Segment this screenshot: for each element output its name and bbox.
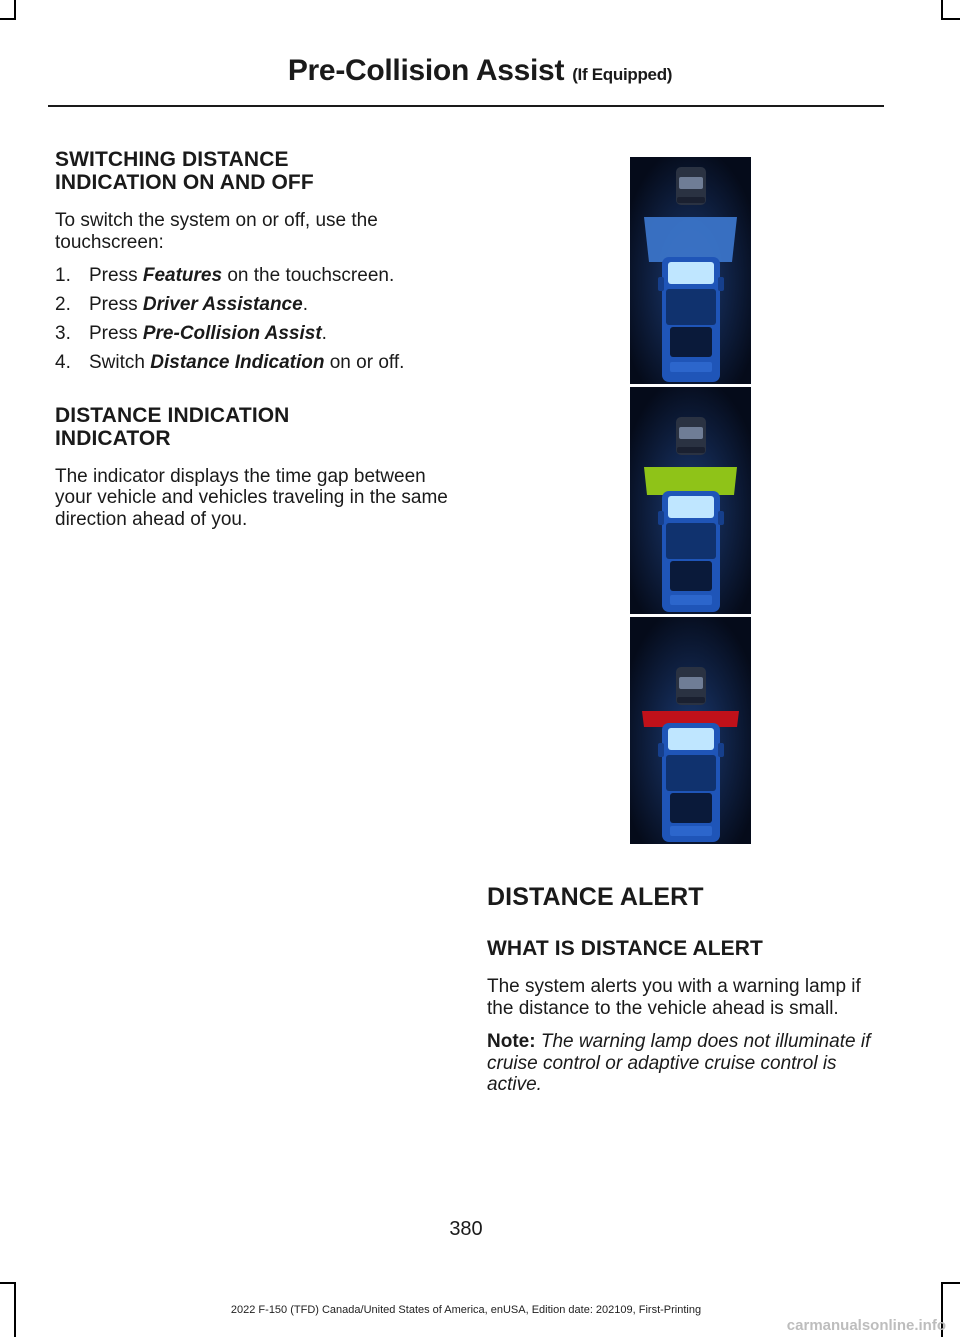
crop-mark bbox=[0, 18, 16, 20]
ui-term: Driver Assistance bbox=[142, 294, 303, 315]
distance-indicator-band bbox=[644, 467, 737, 495]
crop-mark bbox=[14, 0, 16, 20]
note-label: Note: bbox=[487, 1031, 536, 1052]
distance-illustration-close bbox=[630, 617, 751, 844]
ui-term: Features bbox=[142, 265, 223, 286]
section-heading-indicator: DISTANCE INDICATION INDICATOR bbox=[55, 403, 290, 450]
crop-mark bbox=[941, 18, 960, 20]
right-column bbox=[487, 883, 887, 1108]
distance-illustration-medium bbox=[630, 387, 751, 614]
own-vehicle-icon bbox=[658, 257, 724, 382]
section-heading-switching: SWITCHING DISTANCE INDICATION ON AND OFF bbox=[55, 148, 314, 194]
crop-mark bbox=[941, 1282, 960, 1284]
distance-illustration-far bbox=[630, 157, 751, 384]
page-header bbox=[0, 54, 960, 88]
header-divider bbox=[48, 105, 884, 107]
page-number: 380 bbox=[449, 1218, 483, 1240]
note-text: The warning lamp does not illuminate if cruise control or adaptive cruise control is active. bbox=[487, 1031, 871, 1095]
note bbox=[487, 1031, 887, 1096]
left-column bbox=[55, 148, 450, 542]
lead-vehicle-icon bbox=[676, 667, 706, 705]
ui-term: Distance Indication bbox=[150, 352, 325, 373]
crop-mark bbox=[941, 0, 943, 20]
watermark: carmanualsonline.info bbox=[786, 1317, 946, 1334]
section-intro: To switch the system on or off, use the touchscreen: bbox=[55, 210, 378, 253]
footer-edition: 2022 F-150 (TFD) Canada/United States of America, enUSA, Edition date: 202109, First-Printing bbox=[230, 1304, 702, 1316]
section-subheading-what-is: WHAT IS DISTANCE ALERT bbox=[487, 937, 763, 960]
crop-mark bbox=[0, 1282, 16, 1284]
step-item: 1. Press Features on the touchscreen. bbox=[55, 265, 395, 286]
step-item: 4. Switch Distance Indication on or off. bbox=[55, 352, 405, 373]
ui-term: Pre-Collision Assist bbox=[142, 323, 322, 344]
section-heading-distance-alert: DISTANCE ALERT bbox=[487, 883, 704, 911]
own-vehicle-icon bbox=[658, 723, 724, 842]
page-title: Pre-Collision Assist bbox=[287, 54, 565, 87]
section-body-indicator: The indicator displays the time gap between your vehicle and vehicles traveling in the same direction ahead of you. bbox=[55, 465, 448, 530]
distance-indicator-band bbox=[644, 217, 737, 262]
page-title-qualifier: (If Equipped) bbox=[572, 65, 673, 84]
step-item: 3. Press Pre-Collision Assist. bbox=[55, 323, 327, 344]
lead-vehicle-icon bbox=[676, 167, 706, 205]
section-body-alert: The system alerts you with a warning lamp if the distance to the vehicle ahead is small. bbox=[487, 976, 861, 1019]
step-item: 2. Press Driver Assistance. bbox=[55, 294, 308, 315]
lead-vehicle-icon bbox=[676, 417, 706, 455]
steps-list bbox=[55, 265, 450, 374]
own-vehicle-icon bbox=[658, 491, 724, 612]
